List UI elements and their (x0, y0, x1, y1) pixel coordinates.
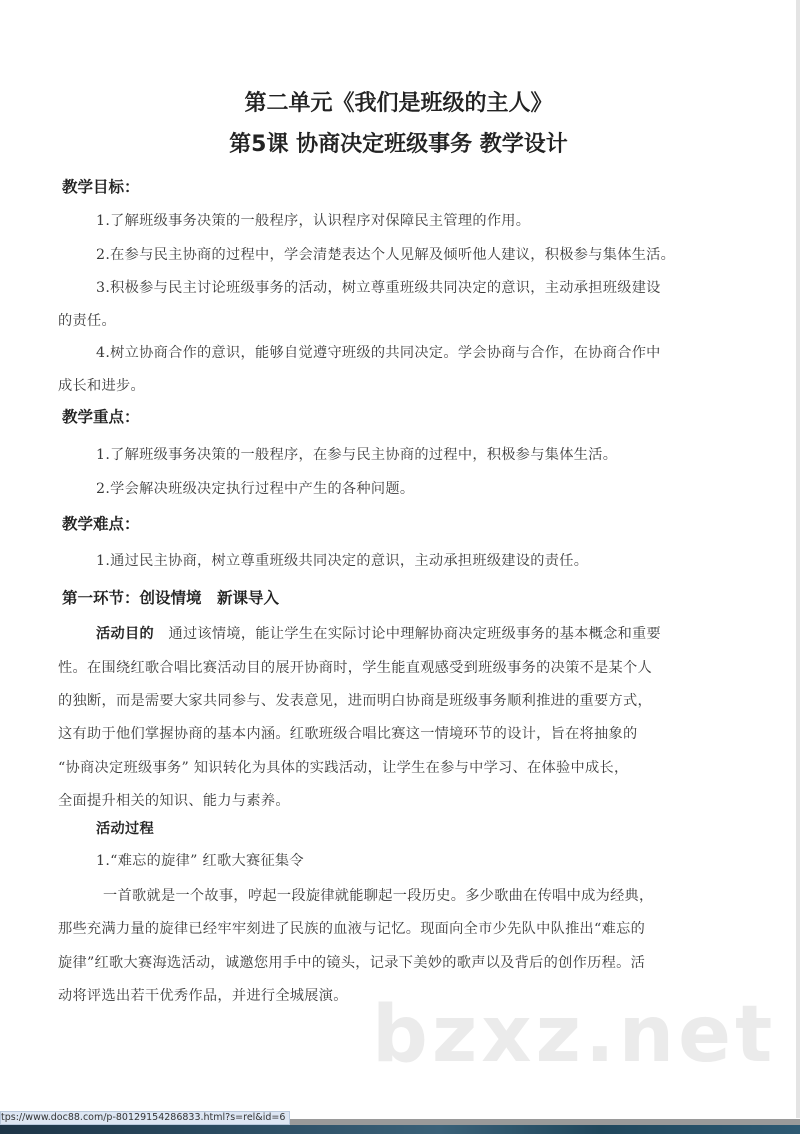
unit-title: 第二单元《我们是班级的主人》 (244, 91, 553, 116)
purpose-line: 全面提升相关的知识、能力与素养。 (58, 793, 290, 809)
vertical-scrollbar[interactable] (796, 0, 800, 1118)
key-point-item: 1.了解班级事务决策的一般程序，在参与民主协商的过程中，积极参与集体生活。 (96, 447, 618, 463)
difficulties-heading: 教学难点： (62, 515, 140, 533)
purpose-text: 通过该情境，能让学生在实际讨论中理解协商决定班级事务的基本概念和重要 (168, 626, 662, 642)
process-line: 动将评选出若干优秀作品，并进行全城展演。 (58, 988, 348, 1004)
objective-item: 1.了解班级事务决策的一般程序，认识程序对保障民主管理的作用。 (96, 213, 531, 229)
objective-item: 2.在参与民主协商的过程中，学会清楚表达个人见解及倾听他人建议，积极参与集体生活。 (96, 247, 676, 263)
objective-item-continued: 的责任。 (58, 313, 116, 329)
process-item: 1.“难忘的旋律” 红歌大赛征集令 (96, 853, 304, 869)
objective-item: 4.树立协商合作的意识，能够自觉遵守班级的共同决定。学会协商与合作，在协商合作中 (96, 345, 661, 361)
objectives-heading: 教学目标： (62, 178, 140, 196)
stage1-heading: 第一环节：创设情境 新课导入 (62, 589, 280, 607)
taskbar (0, 1125, 800, 1134)
watermark: bzxz.net (372, 990, 777, 1080)
lesson-title: 第5课 协商决定班级事务 教学设计 (229, 132, 568, 157)
process-line: 那些充满力量的旋律已经牢牢刻进了民族的血液与记忆。现面向全市少先队中队推出“难忘的 (58, 921, 646, 937)
objective-item-continued: 成长和进步。 (58, 378, 145, 394)
key-point-item: 2.学会解决班级决定执行过程中产生的各种问题。 (96, 481, 415, 497)
purpose-line: 这有助于他们掌握协商的基本内涵。红歌班级合唱比赛这一情境环节的设计，旨在将抽象的 (58, 726, 638, 742)
process-label: 活动过程 (96, 821, 154, 837)
purpose-line: “协商决定班级事务” 知识转化为具体的实践活动，让学生在参与中学习、在体验中成长， (58, 760, 629, 776)
objective-item: 3.积极参与民主讨论班级事务的活动，树立尊重班级共同决定的意识，主动承担班级建设 (96, 280, 661, 296)
difficulty-item: 1.通过民主协商，树立尊重班级共同决定的意识，主动承担班级建设的责任。 (96, 553, 589, 569)
status-bar-link-preview: tps://www.doc88.com/p-80129154286833.html?s=rel&id=6 (0, 1111, 290, 1125)
purpose-line (96, 623, 661, 643)
process-line: 旋律”红歌大赛海选活动，诚邀您用手中的镜头，记录下美妙的歌声以及背后的创作历程。活 (58, 955, 646, 971)
purpose-line: 的独断，而是需要大家共同参与、发表意见，进而明白协商是班级事务顺利推进的重要方式， (58, 693, 652, 709)
purpose-label: 活动目的 (96, 626, 154, 642)
process-line: 一首歌就是一个故事，哼起一段旋律就能聊起一段历史。多少歌曲在传唱中成为经典， (103, 888, 654, 904)
purpose-line: 性。在围绕红歌合唱比赛活动目的展开协商时，学生能直观感受到班级事务的决策不是某个人 (58, 660, 652, 676)
key-points-heading: 教学重点： (62, 408, 140, 426)
